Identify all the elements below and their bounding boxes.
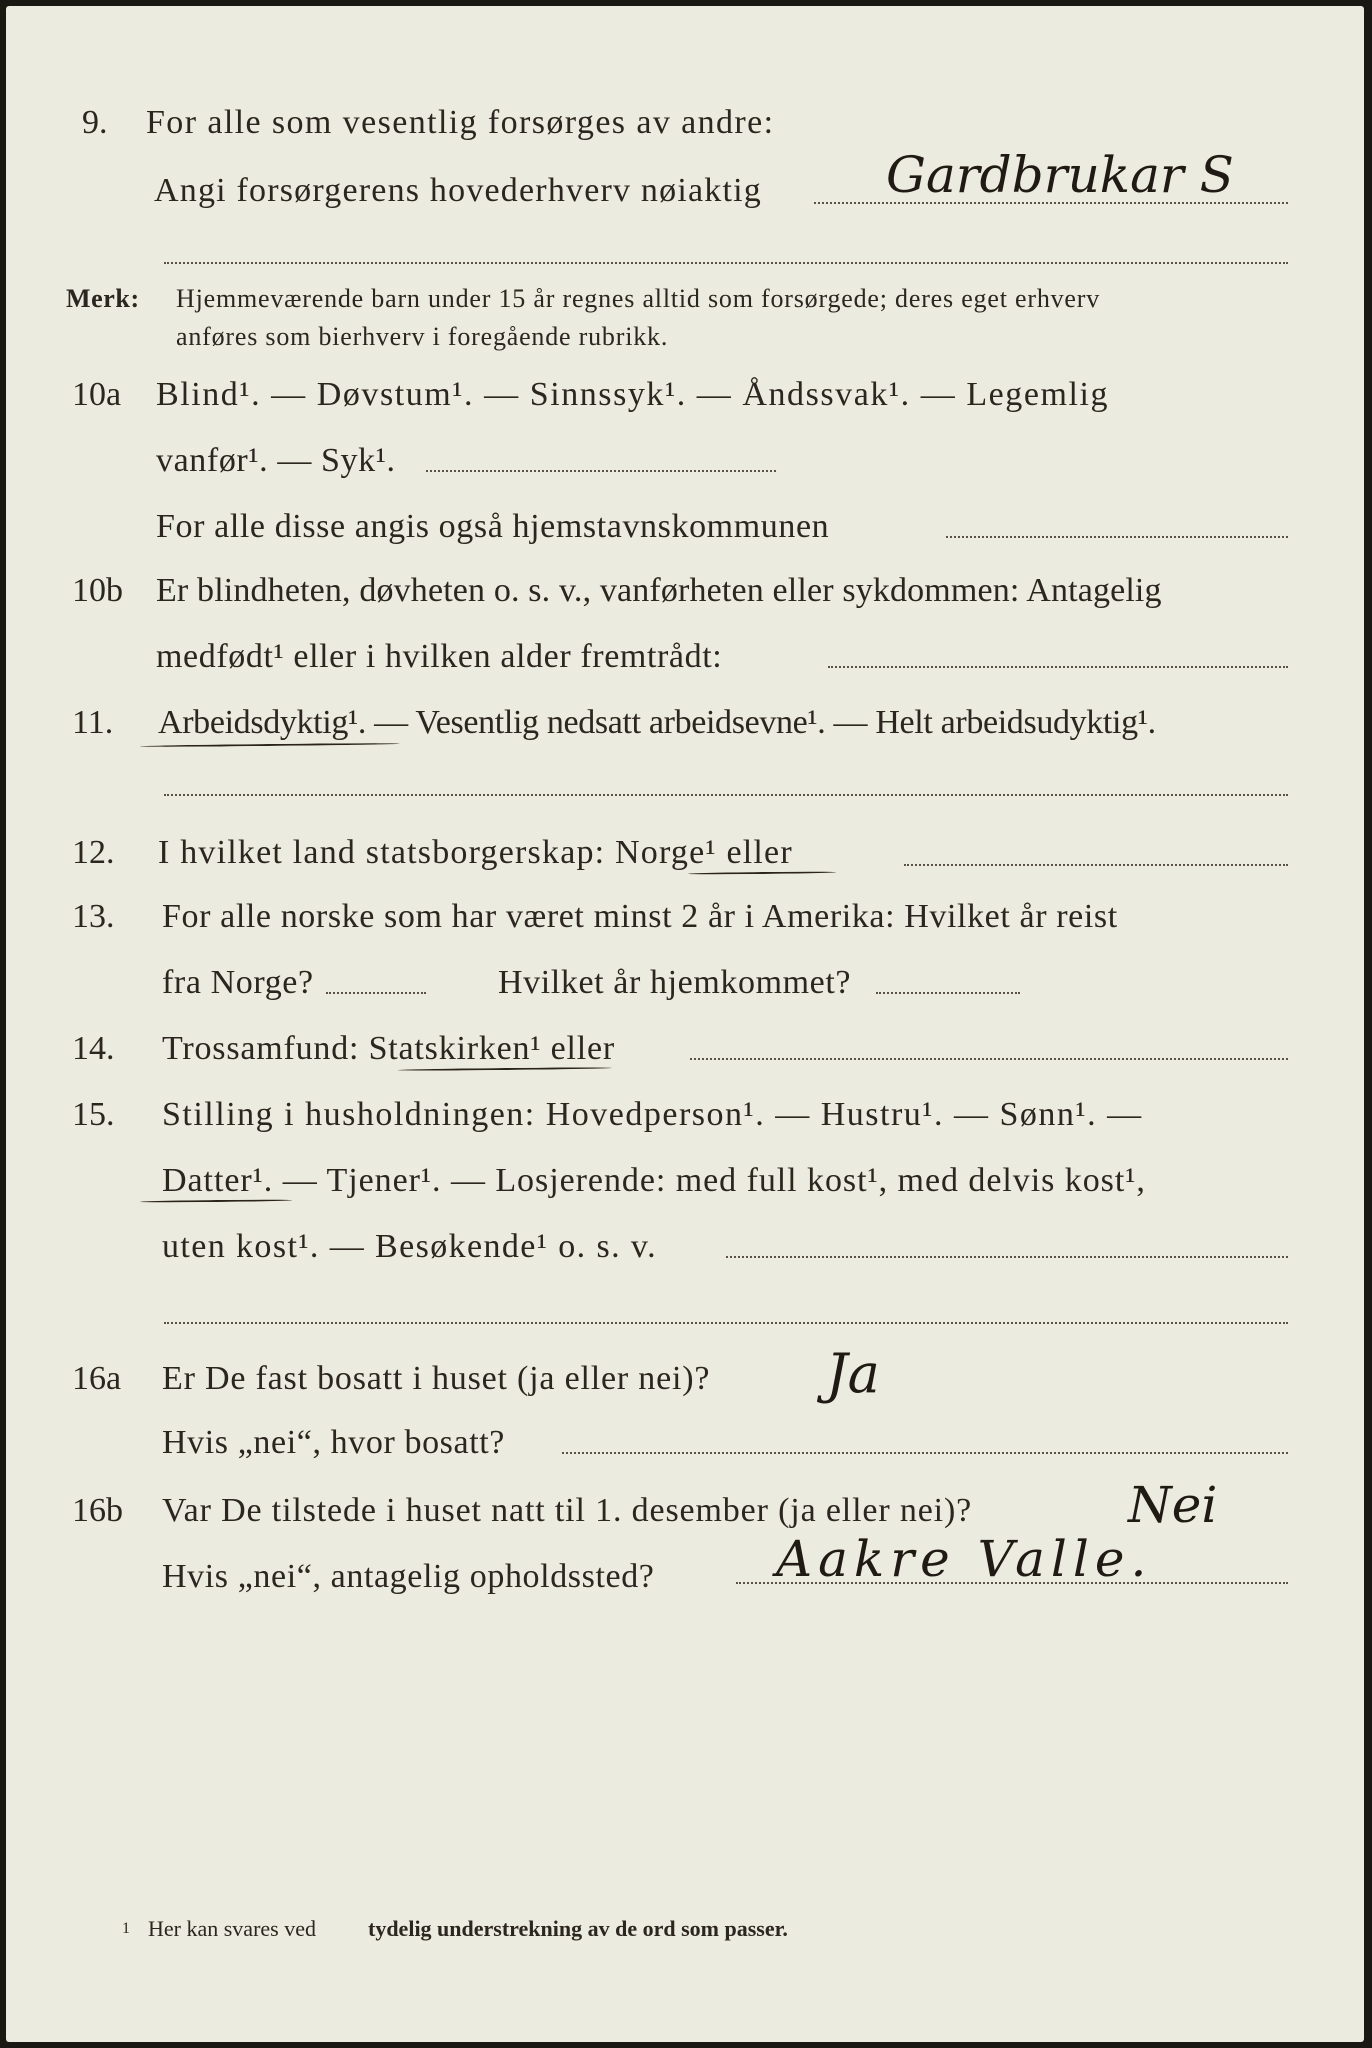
- q10a-line3: For alle disse angis også hjemstavnskommunen: [156, 508, 830, 545]
- q10a-number: 10a: [72, 376, 122, 413]
- footnote-mark: 1: [122, 1920, 130, 1937]
- q9-handwritten-answer: Gardbrukar S: [886, 146, 1234, 204]
- q16a-line1: Er De fast bosatt i huset (ja eller nei)?: [162, 1360, 711, 1397]
- q15-line3: uten kost¹. — Besøkende¹ o. s. v.: [162, 1228, 658, 1265]
- q9-number: 9.: [82, 104, 108, 141]
- footnote-text-a: Her kan svares ved: [148, 1916, 316, 1941]
- q9-question-line2: Angi forsørgerens hovederhverv nøiaktig: [154, 172, 762, 209]
- q16a-number: 16a: [72, 1360, 122, 1397]
- q12-line1: I hvilket land statsborgerskap: Norge¹ eller: [158, 834, 793, 871]
- q16b-line1: Var De tilstede i huset natt til 1. desember (ja eller nei)?: [162, 1492, 973, 1529]
- q9-question-line1: For alle som vesentlig forsørges av andre:: [146, 104, 775, 141]
- q16a-line2: Hvis „nei“, hvor bosatt?: [162, 1424, 505, 1461]
- q15-line1: Stilling i husholdningen: Hovedperson¹. — Hustru¹. — Sønn¹. —: [162, 1096, 1143, 1133]
- merk-line1: Hjemmeværende barn under 15 år regnes alltid som forsørgede; deres eget erhverv: [176, 284, 1101, 313]
- q11-arbeidsdyktig-underline: [140, 743, 400, 748]
- q16a-handwritten-answer: Ja: [826, 1342, 880, 1405]
- merk-label: Merk:: [66, 284, 140, 313]
- q13-hjemkommet-answer-line: [876, 992, 1020, 994]
- footnote-text-b: tydelig understrekning av de ord som passer.: [368, 1916, 788, 1941]
- q14-number: 14.: [72, 1030, 115, 1067]
- q13-line1: For alle norske som har været minst 2 år i Amerika: Hvilket år reist: [162, 898, 1118, 935]
- q13-line2b: Hvilket år hjemkommet?: [498, 964, 852, 1001]
- q13-line2a: fra Norge?: [162, 964, 314, 1001]
- q10b-number: 10b: [72, 572, 123, 609]
- q11-extra-line: [164, 794, 1288, 796]
- q16b-line2: Hvis „nei“, antagelig opholdssted?: [162, 1558, 655, 1595]
- q15-answer-line: [726, 1256, 1288, 1258]
- q14-line1: Trossamfund: Statskirken¹ eller: [162, 1030, 616, 1067]
- q10a-line2: vanfør¹. — Syk¹.: [156, 442, 396, 479]
- q10b-answer-line: [828, 666, 1288, 668]
- q10a-line1: Blind¹. — Døvstum¹. — Sinnssyk¹. — Åndssvak¹. — Legemlig: [156, 376, 1110, 413]
- q16b-handwritten-answer-opholdssted: Aakre Valle.: [776, 1530, 1153, 1588]
- q12-answer-line: [904, 864, 1288, 866]
- q15-number: 15.: [72, 1096, 115, 1133]
- q10a-syk-answer-line: [426, 470, 776, 472]
- q14-answer-line: [690, 1058, 1288, 1060]
- q15-line2: Datter¹. — Tjener¹. — Losjerende: med full kost¹, med delvis kost¹,: [162, 1162, 1146, 1199]
- q15-extra-line: [164, 1322, 1288, 1324]
- q13-number: 13.: [72, 898, 115, 935]
- q16b-handwritten-answer-tilstede: Nei: [1128, 1476, 1218, 1534]
- q10a-hjemstavn-answer-line: [946, 536, 1288, 538]
- q16b-number: 16b: [72, 1492, 123, 1529]
- q9-extra-line: [164, 262, 1288, 264]
- q11-line1: Arbeidsdyktig¹. — Vesentlig nedsatt arbeidsevne¹. — Helt arbeidsudyktig¹.: [158, 704, 1156, 741]
- q10b-line1: Er blindheten, døvheten o. s. v., vanførheten eller sykdommen: Antagelig: [156, 572, 1162, 609]
- merk-line2: anføres som bierhverv i foregående rubrikk.: [176, 322, 669, 351]
- census-form-page: [6, 6, 1364, 2042]
- q12-number: 12.: [72, 834, 115, 871]
- q11-number: 11.: [72, 704, 114, 741]
- q16a-bosatt-answer-line: [562, 1452, 1288, 1454]
- q13-reist-answer-line: [326, 992, 426, 994]
- q10b-line2: medfødt¹ eller i hvilken alder fremtrådt:: [156, 638, 723, 675]
